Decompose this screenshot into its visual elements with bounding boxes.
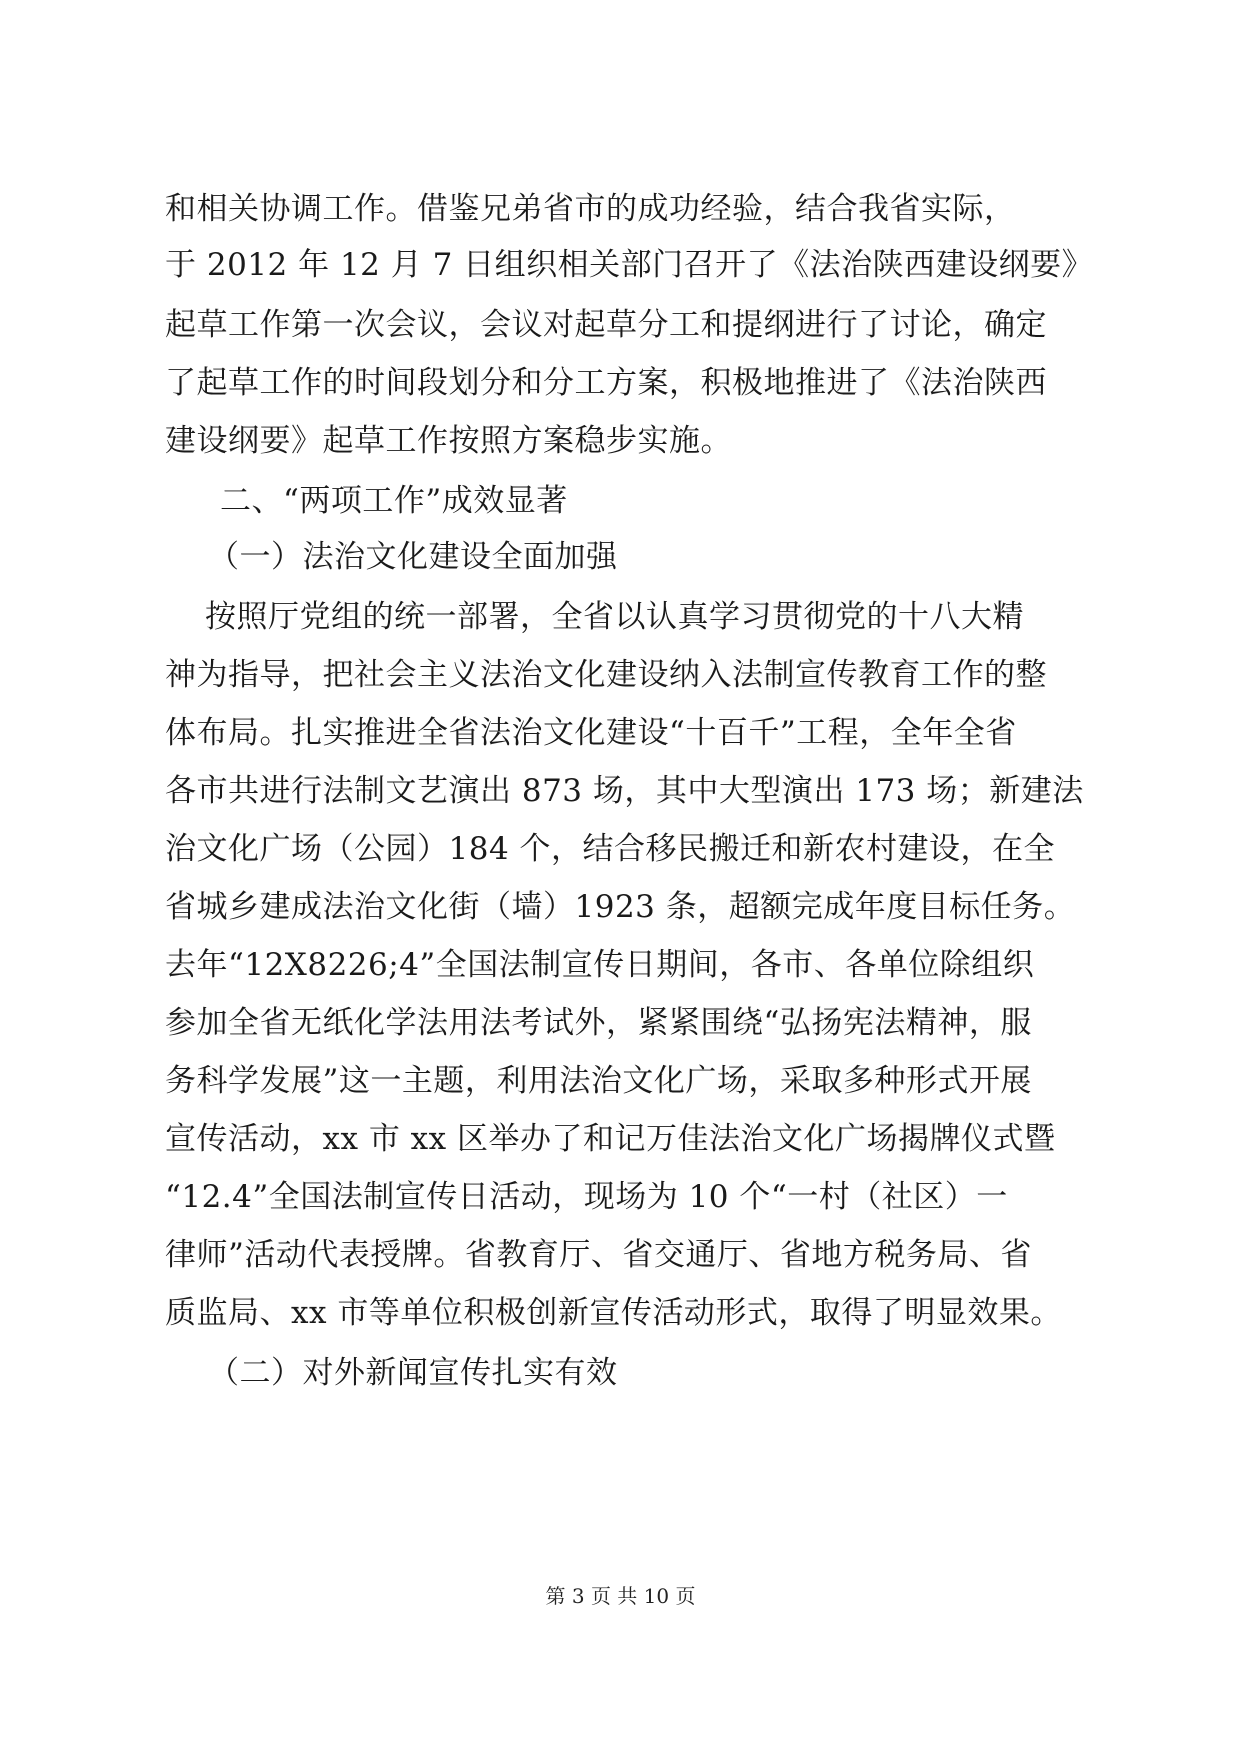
body-line-15: 参加全省无纸化学法用法考试外，紧紧围绕“弘扬宪法精神，服 (165, 1005, 1032, 1041)
body-line-4: 了起草工作的时间段划分和分工方案，积极地推进了《法治陕西 (165, 365, 1047, 401)
body-line-19: 律师”活动代表授牌。省教育厅、省交通厅、省地方税务局、省 (165, 1237, 1032, 1273)
body-line-5: 建设纲要》起草工作按照方案稳步实施。 (165, 423, 732, 459)
body-line-11: 各市共进行法制文艺演出 873 场，其中大型演出 173 场；新建法 (165, 773, 1084, 809)
body-line-17: 宣传活动，xx 市 xx 区举办了和记万佳法治文化广场揭牌仪式暨 (165, 1121, 1056, 1157)
body-line-10: 体布局。扎实推进全省法治文化建设“十百千”工程，全年全省 (165, 715, 1017, 751)
body-line-2: 于 2012 年 12 月 7 日组织相关部门召开了《法治陕西建设纲要》 (165, 247, 1094, 283)
subsection-heading-1: （一）法治文化建设全面加强 (208, 539, 618, 575)
body-line-8: 按照厅党组的统一部署，全省以认真学习贯彻党的十八大精 (205, 599, 1024, 635)
body-line-12: 治文化广场（公园）184 个，结合移民搬迁和新农村建设，在全 (165, 831, 1056, 867)
body-line-18: “12.4”全国法制宣传日活动，现场为 10 个“一村（社区）一 (165, 1179, 1008, 1215)
body-line-13: 省城乡建成法治文化街（墙）1923 条，超额完成年度目标任务。 (165, 889, 1076, 925)
section-heading: 二、“两项工作”成效显著 (220, 483, 568, 519)
body-line-14: 去年“12X8226;4”全国法制宣传日期间，各市、各单位除组织 (165, 947, 1035, 983)
body-line-16: 务科学发展”这一主题，利用法治文化广场，采取多种形式开展 (165, 1063, 1032, 1099)
body-line-3: 起草工作第一次会议，会议对起草分工和提纲进行了讨论，确定 (165, 307, 1047, 343)
subsection-heading-2: （二）对外新闻宣传扎实有效 (208, 1355, 618, 1391)
page-footer: 第 3 页 共 10 页 (545, 1584, 696, 1608)
body-line-9: 神为指导，把社会主义法治文化建设纳入法制宣传教育工作的整 (165, 657, 1047, 693)
body-line-1: 和相关协调工作。借鉴兄弟省市的成功经验，结合我省实际， (165, 191, 1016, 227)
body-line-20: 质监局、xx 市等单位积极创新宣传活动形式，取得了明显效果。 (165, 1295, 1062, 1331)
